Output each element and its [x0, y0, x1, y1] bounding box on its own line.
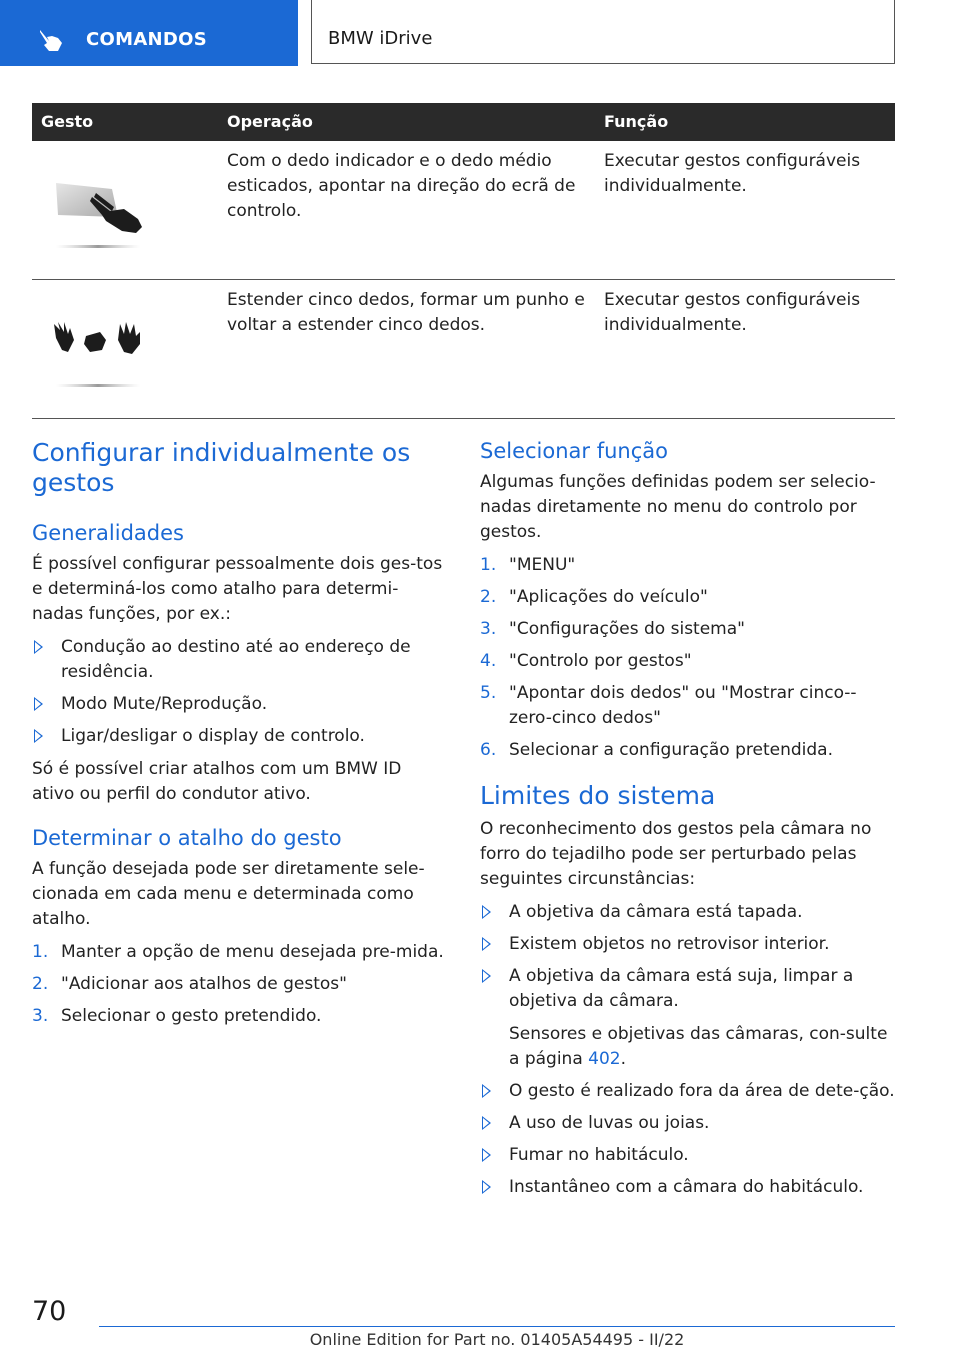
list-item: 3. "Configurações do sistema" [480, 619, 745, 639]
hand-pointing-icon [36, 24, 66, 54]
list-item: 2. "Aplicações do veículo" [480, 587, 708, 607]
list-item: A objetiva da câmara está tapada. [480, 900, 898, 925]
two-finger-point-gesture-icon [52, 171, 152, 251]
generalities-note: Só é possível criar atalhos com um BMW ID ativo ou perfil do condutor ativo. [32, 759, 402, 804]
limits-intro: O reconhecimento dos gestos pela câmara no forro do tejadilho pode ser perturbado pelas seguintes circunstâncias: [480, 819, 872, 889]
list-item: 4. "Controlo por gestos" [480, 651, 692, 671]
generalities-intro: É possível configurar pessoalmente dois ges-tos e determiná-los como atalho para determi-nadas funções, por ex.: [32, 554, 443, 624]
operation-text: Estender cinco dedos, formar um punho e voltar a estender cinco dedos. [227, 290, 585, 335]
header-function: Função [604, 112, 669, 131]
operation-text: Com o dedo indicador e o dedo médio esticados, apontar na direção do ecrã de controlo. [227, 151, 576, 221]
list-item: Instantâneo com a câmara do habitáculo. [480, 1175, 898, 1200]
shortcut-heading: Determinar o atalho do gesto [32, 826, 342, 850]
generalities-list [32, 635, 447, 749]
list-item: Fumar no habitáculo. [480, 1143, 898, 1168]
select-heading: Selecionar função [480, 439, 668, 463]
right-column [480, 438, 898, 1208]
limits-heading: Limites do sistema [480, 781, 716, 810]
bullet-triangle-icon [482, 905, 491, 919]
bullet-triangle-icon [34, 640, 43, 654]
list-item: A objetiva da câmara está suja, limpar a objetiva da câmara. [480, 964, 898, 1014]
bullet-triangle-icon [482, 937, 491, 951]
bullet-triangle-icon [482, 969, 491, 983]
shortcut-intro: A função desejada pode ser diretamente sele-cionada em cada menu e determinada como atalho. [32, 859, 425, 929]
list-item: 6. Selecionar a configuração pretendida. [480, 740, 833, 760]
chapter-box [311, 0, 895, 64]
bullet-triangle-icon [482, 1148, 491, 1162]
list-item: O gesto é realizado fora da área de dete-ção. [480, 1079, 898, 1104]
list-item: 3. Selecionar o gesto pretendido. [32, 1006, 322, 1026]
bullet-triangle-icon [482, 1116, 491, 1130]
bullet-triangle-icon [482, 1180, 491, 1194]
shortcut-steps [32, 940, 447, 1029]
edition-text: Online Edition for Part no. 01405A54495 - II/22 [309, 1330, 685, 1349]
function-text: Executar gestos configuráveis individualmente. [604, 290, 861, 335]
page-link[interactable]: 402 [588, 1049, 621, 1069]
camera-sensors-note: Sensores e objetivas das câmaras, con-sulte a página 402. [509, 1024, 888, 1069]
list-item: 2. "Adicionar aos atalhos de gestos" [32, 974, 347, 994]
list-item: A uso de luvas ou joias. [480, 1111, 898, 1136]
select-steps [480, 553, 898, 763]
section-title: Configurar individualmente os gestos [32, 438, 411, 497]
section-tab [0, 0, 298, 66]
list-item: Condução ao destino até ao endereço de residência. [32, 635, 447, 685]
header-operation: Operação [227, 112, 313, 131]
chapter-label: BMW iDrive [328, 28, 433, 49]
list-item: 1. Manter a opção de menu desejada pre-mida. [32, 942, 444, 962]
bullet-triangle-icon [34, 697, 43, 711]
select-intro: Algumas funções definidas podem ser selecio-nadas diretamente no menu do controlo por gestos. [480, 472, 876, 542]
table-row [32, 141, 895, 280]
section-label: COMANDOS [86, 29, 208, 50]
limits-list [480, 900, 898, 1014]
function-text: Executar gestos configuráveis individualmente. [604, 151, 861, 196]
list-item: Modo Mute/Reprodução. [32, 692, 447, 717]
list-item: Ligar/desligar o display de controlo. [32, 724, 447, 749]
table-header [32, 103, 895, 141]
five-fist-five-gesture-icon [52, 310, 152, 390]
footer-divider [99, 1326, 895, 1327]
bullet-triangle-icon [34, 729, 43, 743]
left-column [32, 438, 447, 1037]
page-number: 70 [32, 1296, 67, 1327]
list-item: 1. "MENU" [480, 555, 576, 575]
table-row [32, 280, 895, 419]
generalities-heading: Generalidades [32, 521, 184, 545]
gesture-table [32, 103, 895, 419]
list-item: Existem objetos no retrovisor interior. [480, 932, 898, 957]
bullet-triangle-icon [482, 1084, 491, 1098]
list-item: 5. "Apontar dois dedos" ou "Mostrar cinco--zero-cinco dedos" [480, 683, 857, 728]
header-gesture: Gesto [41, 112, 94, 131]
limits-list-continued [480, 1079, 898, 1200]
